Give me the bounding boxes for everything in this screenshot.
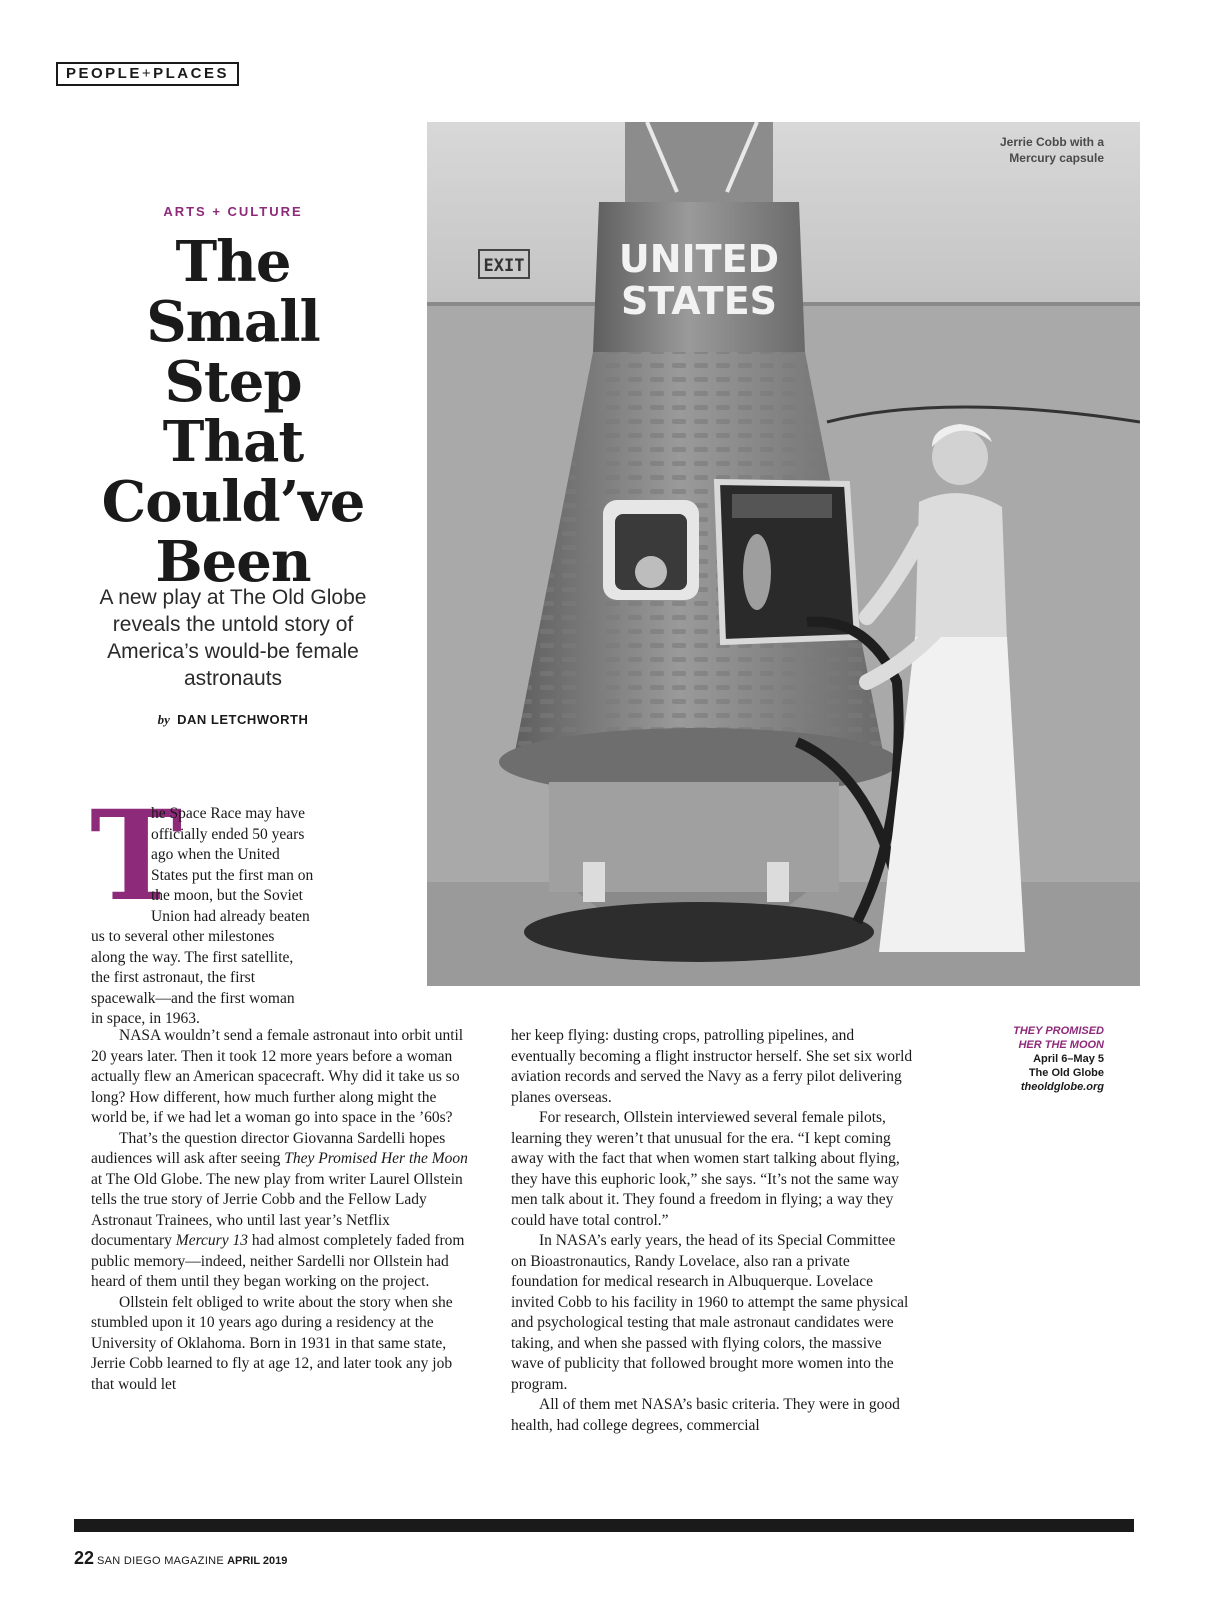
paragraph-text: had almost completely faded from public memory—indeed, neither Sardelli nor Ollstein had heard of them until they began working on the project. [91,1232,465,1290]
capsule-text-united: UNITED [618,237,780,281]
article-paragraph: NASA wouldn’t send a female astronaut into orbit until 20 years later. Then it took 12 more years before a woman actually flew an American spacecraft. Why did it take us so long? How different, how much further along might the world be, if we had let a woman go into space in the ’60s? [91,1027,464,1126]
lead-line: along the way. The first satellite, [91,948,294,966]
capsule-photo-illustration [427,122,1140,986]
show-dates: April 6–May 5 [1033,1053,1104,1065]
section-label-right: PLACES [153,65,229,82]
paragraph-text: at The Old Globe. The new play from writer Laurel Ollstein tells the true story of Jerrie Cobb and the Fellow Lady Astronaut Trainees, who until last year’s Netflix documentary [91,1170,463,1249]
lead-line: us to several other milestones [91,928,275,945]
section-tag [56,62,239,86]
capsule-photo [427,122,1140,986]
article-headline [0,229,466,595]
article-paragraph: her keep flying: dusting crops, patrolling pipelines, and eventually becoming a flight instructor herself. She set six world aviation records and served the Navy as a ferry pilot delivering planes overseas. [511,1027,913,1106]
lead-line: ago when the United [151,846,280,863]
byline [0,712,466,728]
lead-line: the moon, but the Soviet [151,887,303,904]
show-title-line: THEY PROMISED [1013,1025,1104,1037]
article-column-1 [91,1026,471,1395]
lead-line: the first astronaut, the first [91,969,255,986]
page-number: 22 [74,1548,95,1568]
article-paragraph [91,1129,471,1293]
headline-line: Small [146,289,320,355]
magazine-name: SAN DIEGO MAGAZINE [97,1555,225,1567]
documentary-title: Mercury 13 [175,1232,248,1249]
article-paragraph: For research, Ollstein interviewed several female pilots, learning they weren’t that unusual for the era. “I kept coming away with the fact that when women start talking about flying, they have this euphoric look,” she says. “It’s not the same way men talk about it. They found a freedom in flying; a way they could have total control.” [511,1109,900,1229]
play-title: They Promised Her the Moon [284,1150,468,1167]
headline-line: The [175,229,291,295]
headline-line: That [162,409,304,475]
footer-rule [74,1519,1134,1532]
lead-line: in space, in 1963. [91,1010,200,1027]
event-info-sidebar [984,1024,1104,1094]
lead-line: spacewalk—and the first woman [91,989,295,1007]
headline-line: Been [155,529,311,595]
capsule-text-states: STATES [620,279,778,323]
lead-line: he Space Race may have [151,805,306,822]
article-column-2 [511,1026,913,1436]
article-paragraph: Ollstein felt obliged to write about the story when she stumbled upon it 10 years ago during a residency at the University of Oklahoma. Born in 1931 in that same state, Jerrie Cobb learned to fly at age 12, and later took any job that would let [91,1293,453,1393]
section-label-left: PEOPLE [66,65,142,82]
byline-by: by [157,712,170,727]
article-kicker: ARTS + CULTURE [163,204,303,219]
section-plus: + [141,65,154,82]
byline-author: DAN LETCHWORTH [177,712,309,727]
headline-line: Could’ve [101,469,365,535]
article-dek: A new play at The Old Globe reveals the untold story of America’s would-be female astronauts [99,586,367,690]
photo-caption: Jerrie Cobb with a Mercury capsule [999,135,1104,165]
issue-date: APRIL 2019 [227,1555,288,1567]
drop-cap: T [90,784,183,929]
venue-url: theoldglobe.org [1020,1081,1104,1093]
show-title-line: HER THE MOON [1018,1039,1104,1051]
exit-sign-text: EXIT [483,256,525,276]
headline-line: Step [164,349,302,415]
show-venue: The Old Globe [1028,1067,1104,1079]
paragraph-text: That’s the question director Giovanna Sardelli hopes audiences will ask after seeing [91,1129,446,1167]
lead-line: States put the first man on [151,866,314,884]
article-paragraph: In NASA’s early years, the head of its Special Committee on Bioastronautics, Randy Lovelace, also ran a private foundation for medical research in Albuquerque. Lovelace invited Cobb to his facility in 1960 to attempt the same physical and psychological testing that male astronaut candidates were taking, and when she passed with flying colors, the massive wave of publicity that followed brought more women into the program. [511,1232,909,1393]
lead-line: Union had already beaten [151,907,310,925]
page-folio [74,1548,287,1571]
article-paragraph: All of them met NASA’s basic criteria. They were in good health, had college degrees, commercial [511,1396,900,1434]
lead-line: officially ended 50 years [151,825,305,843]
